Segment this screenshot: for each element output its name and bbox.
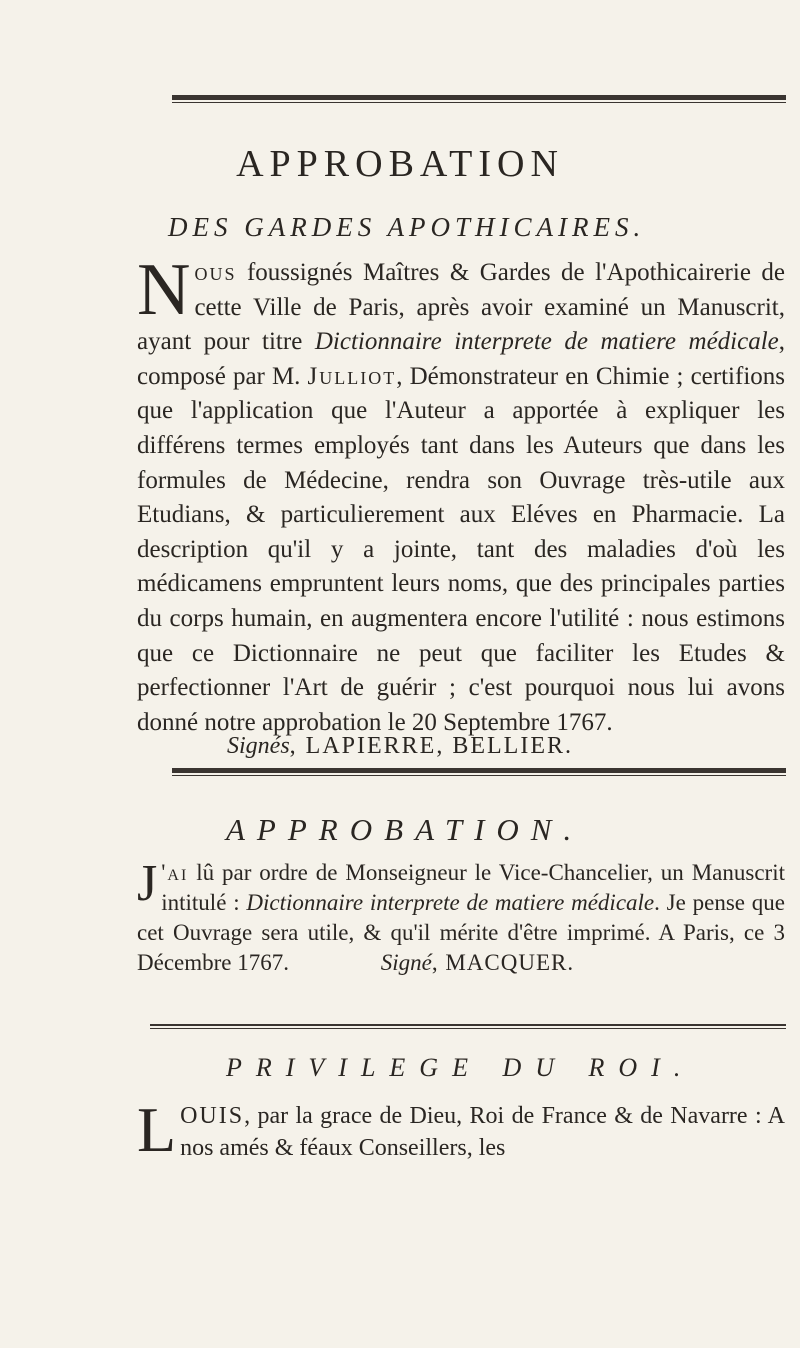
book-title: Dictionnaire interprete de matiere médicale (246, 890, 655, 915)
signed-label: Signés (227, 733, 290, 759)
paragraph-text: lû par ordre de Monseigneur le Vice-Chancelier, un Manuscrit intitulé : (161, 860, 785, 915)
lead-word: OUIS (180, 1103, 245, 1129)
approbation-2-paragraph (137, 855, 785, 978)
section-rule (172, 768, 786, 776)
signature-line (381, 948, 574, 978)
paragraph-text: , Démonstrateur en Chimie ; certifions que l'application que l'Auteur a apportée à expliquer les différens termes employés tant dans les Auteurs que dans les formules de Médecine, rendra son Ouvrage très-utile aux Etudians, & particulierement aux Eléves en Pharmacie. La description qu'il y a jointe, tant des maladies d'où les médicamens empruntent leurs noms, que des principales parties du corps humain, en augmentera encore l'utilité : nous estimons que ce Dictionnaire ne peut que faciliter les Etudes & perfectionner l'Art de guérir ; c'est pourquoi nous lui avons donné notre approbation le 20 Septembre 1767. (137, 362, 785, 736)
drop-cap: L (137, 1094, 177, 1165)
approbation-paragraph (137, 249, 785, 740)
drop-cap: N (137, 249, 191, 331)
section-rule (150, 1022, 786, 1029)
paragraph-text: , par la grace de Dieu, Roi de France & de Navarre : A nos amés & féaux Conseillers, les (180, 1103, 785, 1161)
lead-word: 'ai (161, 860, 189, 885)
privilege-title: PRIVILEGE DU ROI. (226, 1053, 695, 1082)
signature-line (0, 733, 800, 760)
top-ornament-rule (172, 95, 786, 103)
author-name: Julliot (307, 362, 397, 390)
lead-word: ous (194, 259, 237, 286)
approbation-title: APPROBATION (236, 143, 564, 185)
approbation-subtitle: DES GARDES APOTHICAIRES. (168, 212, 646, 242)
drop-cap: J (137, 855, 158, 912)
paragraph-text: . Je pense que cet Ouvrage sera utile, & qu'il mérite d'être imprimé. A Paris, ce 3 Décembre 1767. (137, 890, 785, 975)
signed-label: Signé (380, 950, 432, 975)
approbation-2-title: APPROBATION. (226, 812, 584, 847)
signatories: , LAPIERRE, BELLIER. (289, 733, 573, 759)
signatory: , MACQUER. (431, 950, 575, 975)
paragraph-text: foussignés Maîtres & Gardes de l'Apothicairerie de cette Ville de Paris, après avoir examiné un Manuscrit, ayant pour titre (137, 259, 785, 356)
privilege-paragraph (137, 1094, 785, 1165)
book-title: Dictionnaire interprete de matiere médicale (314, 328, 779, 356)
paragraph-text: , composé par M. (137, 328, 785, 390)
